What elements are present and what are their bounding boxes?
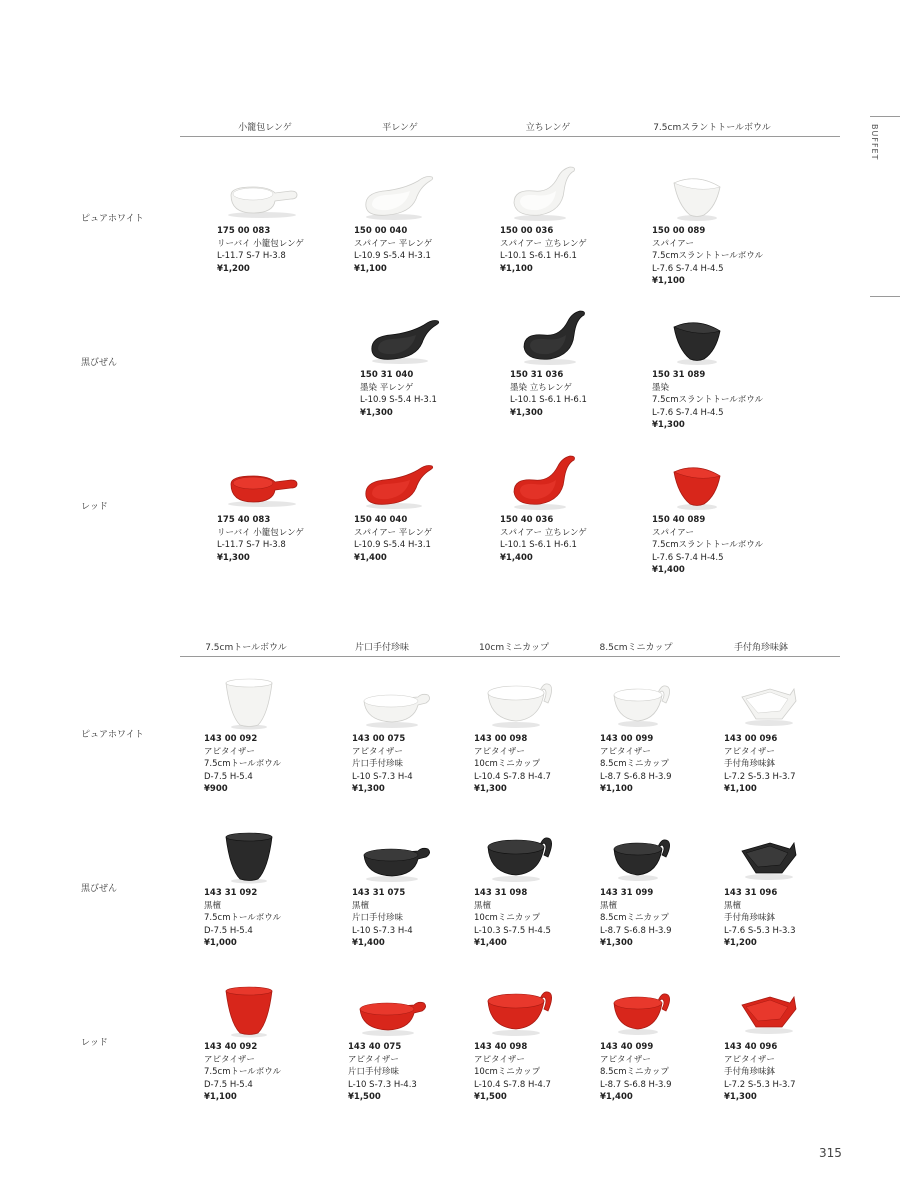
section2-row-label-white: ピュアホワイト <box>81 730 144 740</box>
product-name: 10cmミニカップ <box>474 1067 541 1078</box>
product-price: ¥1,300 <box>724 1092 757 1103</box>
product-name: スパイアー 立ちレンゲ <box>500 527 587 538</box>
product-code: 143 00 098 <box>474 734 528 744</box>
product-dimensions: L-7.2 S-5.3 H-3.7 <box>724 771 796 782</box>
product-name: 黒檀 <box>474 900 492 911</box>
product-price: ¥900 <box>204 784 228 795</box>
product-code: 143 40 075 <box>348 1042 402 1052</box>
red-spoon-tableware-image <box>354 452 444 512</box>
product-price: ¥1,100 <box>600 784 633 795</box>
product-name: 7.5cmトールボウル <box>204 913 282 924</box>
product-code: 143 40 099 <box>600 1042 654 1052</box>
product-dimensions: L-7.6 S-7.4 H-4.5 <box>652 407 724 418</box>
product-name: 8.5cmミニカップ <box>600 759 669 770</box>
product-dimensions: L-11.7 S-7 H-3.8 <box>217 540 286 551</box>
product-price: ¥1,100 <box>652 276 685 287</box>
product-name: アピタイザー <box>474 1054 525 1065</box>
section1-header-slant-bowl: 7.5cmスラントトールボウル <box>653 123 771 133</box>
product-item <box>204 979 354 1104</box>
black-cupsm-tableware-image <box>600 825 690 885</box>
product-dimensions: L-10.9 S-5.4 H-3.1 <box>360 395 437 406</box>
white-spoon-tableware-image <box>354 163 444 223</box>
product-code: 150 40 089 <box>652 515 706 525</box>
product-info <box>204 1041 354 1104</box>
product-info <box>354 225 504 275</box>
product-dimensions: D-7.5 H-5.4 <box>204 925 253 936</box>
product-name: 黒檀 <box>600 900 618 911</box>
product-code: 150 40 040 <box>354 515 408 525</box>
section1-header-flat-spoon: 平レンゲ <box>382 123 418 133</box>
product-price: ¥1,300 <box>360 407 393 418</box>
product-name: アピタイザー <box>474 746 525 757</box>
white-slant-tableware-image <box>652 163 742 223</box>
product-code: 143 40 098 <box>474 1042 528 1052</box>
product-item <box>500 452 650 564</box>
product-info <box>500 225 650 275</box>
product-info <box>724 1041 874 1104</box>
product-dimensions: L-7.6 S-7.4 H-4.5 <box>652 552 724 563</box>
white-katakuchi-tableware-image <box>352 671 442 731</box>
product-item <box>724 825 874 950</box>
product-info <box>217 514 367 564</box>
product-code: 143 31 096 <box>724 888 778 898</box>
product-price: ¥1,300 <box>510 407 543 418</box>
black-slant-tableware-image <box>652 307 742 367</box>
product-info <box>724 733 874 796</box>
red-katakuchi-tableware-image <box>348 979 438 1039</box>
product-name: スパイアー <box>652 527 694 538</box>
red-tallbowl-tableware-image <box>204 979 294 1039</box>
product-info <box>652 369 802 432</box>
section1-row-label-black: 黒びぜん <box>81 358 118 368</box>
white-square-tableware-image <box>724 671 814 731</box>
product-info <box>204 733 354 796</box>
product-name: 7.5cmスラントトールボウル <box>652 251 764 262</box>
section2-header-8-5cm-cup: 8.5cmミニカップ <box>599 643 673 653</box>
product-price: ¥1,100 <box>724 784 757 795</box>
product-dimensions: L-10.9 S-5.4 H-3.1 <box>354 251 431 262</box>
product-code: 150 00 036 <box>500 226 554 236</box>
white-cup-tableware-image <box>474 671 564 731</box>
product-code: 175 00 083 <box>217 226 271 236</box>
product-price: ¥1,200 <box>724 938 757 949</box>
product-code: 143 31 075 <box>352 888 406 898</box>
product-dimensions: L-10 S-7.3 H-4 <box>352 771 413 782</box>
product-name: 墨染 平レンゲ <box>360 382 414 393</box>
product-code: 150 00 040 <box>354 226 408 236</box>
side-section-label: BUFFET <box>870 124 879 161</box>
product-info <box>500 514 650 564</box>
product-price: ¥1,300 <box>352 784 385 795</box>
product-dimensions: L-10.3 S-7.5 H-4.5 <box>474 925 551 936</box>
product-price: ¥1,400 <box>354 552 387 563</box>
product-item <box>724 979 874 1104</box>
product-price: ¥1,400 <box>474 938 507 949</box>
product-code: 150 31 036 <box>510 370 564 380</box>
product-name: アピタイザー <box>724 1054 775 1065</box>
product-name: スパイアー 立ちレンゲ <box>500 238 587 249</box>
product-code: 150 40 036 <box>500 515 554 525</box>
product-dimensions: L-11.7 S-7 H-3.8 <box>217 251 286 262</box>
product-code: 143 00 075 <box>352 734 406 744</box>
product-name: スパイアー <box>652 238 694 249</box>
section1-row-label-red: レッド <box>81 502 108 512</box>
section2-row-label-red: レッド <box>81 1038 108 1048</box>
product-name: アピタイザー <box>352 746 403 757</box>
section2-row-label-black: 黒びぜん <box>81 884 118 894</box>
section1-header-tall-spoon: 立ちレンゲ <box>525 123 571 133</box>
black-tall-tableware-image <box>510 307 600 367</box>
black-cup-tableware-image <box>474 825 564 885</box>
section2-header-katakuchi: 片口手付珍味 <box>354 643 410 653</box>
product-price: ¥1,400 <box>352 938 385 949</box>
side-rule-top <box>870 116 900 117</box>
product-price: ¥1,500 <box>474 1092 507 1103</box>
product-item <box>360 307 510 419</box>
product-item <box>217 452 367 564</box>
section1-header-xlb: 小籠包レンゲ <box>238 123 292 133</box>
product-name: 8.5cmミニカップ <box>600 1067 669 1078</box>
product-name: 7.5cmトールボウル <box>204 1067 282 1078</box>
product-name: アピタイザー <box>724 746 775 757</box>
product-info <box>217 225 367 275</box>
product-name: スパイアー 平レンゲ <box>354 238 433 249</box>
product-code: 143 00 092 <box>204 734 258 744</box>
product-name: 8.5cmミニカップ <box>600 913 669 924</box>
white-tallbowl-tableware-image <box>204 671 294 731</box>
product-dimensions: D-7.5 H-5.4 <box>204 771 253 782</box>
product-dimensions: L-10.1 S-6.1 H-6.1 <box>500 251 577 262</box>
product-code: 143 00 099 <box>600 734 654 744</box>
product-price: ¥1,300 <box>600 938 633 949</box>
product-item <box>204 825 354 950</box>
product-item <box>652 163 802 288</box>
product-code: 143 31 092 <box>204 888 258 898</box>
product-code: 143 31 099 <box>600 888 654 898</box>
product-name: 手付角珍味鉢 <box>724 1067 776 1078</box>
product-info <box>360 369 510 419</box>
product-price: ¥1,300 <box>652 420 685 431</box>
red-slant-tableware-image <box>652 452 742 512</box>
product-item <box>652 307 802 432</box>
product-info <box>204 887 354 950</box>
product-price: ¥1,100 <box>500 263 533 274</box>
product-name: アピタイザー <box>348 1054 399 1065</box>
product-item <box>510 307 660 419</box>
black-spoon-tableware-image <box>360 307 450 367</box>
product-name: 7.5cmスラントトールボウル <box>652 395 764 406</box>
product-price: ¥1,400 <box>500 552 533 563</box>
product-info <box>652 225 802 288</box>
red-cup-tableware-image <box>474 979 564 1039</box>
product-name: リーバイ 小籠包レンゲ <box>217 238 304 249</box>
section2-header-10cm-cup: 10cmミニカップ <box>478 643 550 653</box>
section1-row-label-white: ピュアホワイト <box>81 214 144 224</box>
product-price: ¥1,000 <box>204 938 237 949</box>
product-dimensions: L-10.1 S-6.1 H-6.1 <box>510 395 587 406</box>
product-code: 143 40 096 <box>724 1042 778 1052</box>
product-name: スパイアー 平レンゲ <box>354 527 433 538</box>
product-dimensions: L-10.4 S-7.8 H-4.7 <box>474 771 551 782</box>
red-cupsm-tableware-image <box>600 979 690 1039</box>
product-name: 手付角珍味鉢 <box>724 759 776 770</box>
side-rule-bottom <box>870 296 900 297</box>
product-dimensions: L-10 S-7.3 H-4 <box>352 925 413 936</box>
product-dimensions: L-7.6 S-5.3 H-3.3 <box>724 925 796 936</box>
product-dimensions: L-8.7 S-6.8 H-3.9 <box>600 771 672 782</box>
black-square-tableware-image <box>724 825 814 885</box>
section2-header-tall-bowl: 7.5cmトールボウル <box>205 643 287 653</box>
product-price: ¥1,200 <box>217 263 250 274</box>
product-price: ¥1,500 <box>348 1092 381 1103</box>
product-code: 150 31 089 <box>652 370 706 380</box>
product-info <box>724 887 874 950</box>
product-dimensions: L-10.1 S-6.1 H-6.1 <box>500 540 577 551</box>
product-name: 10cmミニカップ <box>474 913 541 924</box>
product-item <box>652 452 802 577</box>
product-name: アピタイザー <box>204 1054 255 1065</box>
red-tall-tableware-image <box>500 452 590 512</box>
product-price: ¥1,100 <box>354 263 387 274</box>
product-price: ¥1,400 <box>652 565 685 576</box>
product-code: 143 40 092 <box>204 1042 258 1052</box>
section2-header-square-dish: 手付角珍味鉢 <box>733 643 789 653</box>
product-name: 片口手付珍味 <box>352 913 404 924</box>
product-dimensions: L-8.7 S-6.8 H-3.9 <box>600 925 672 936</box>
product-code: 150 00 089 <box>652 226 706 236</box>
product-dimensions: L-7.2 S-5.3 H-3.7 <box>724 1079 796 1090</box>
black-tallbowl-tableware-image <box>204 825 294 885</box>
red-xlb-tableware-image <box>217 452 307 512</box>
product-dimensions: D-7.5 H-5.4 <box>204 1079 253 1090</box>
product-name: 黒檀 <box>352 900 370 911</box>
product-name: 手付角珍味鉢 <box>724 913 776 924</box>
product-code: 143 00 096 <box>724 734 778 744</box>
white-tall-tableware-image <box>500 163 590 223</box>
product-name: 墨染 <box>652 382 670 393</box>
product-code: 175 40 083 <box>217 515 271 525</box>
product-name: 片口手付珍味 <box>348 1067 400 1078</box>
red-square-tableware-image <box>724 979 814 1039</box>
product-name: 7.5cmスラントトールボウル <box>652 540 764 551</box>
product-name: 墨染 立ちレンゲ <box>510 382 572 393</box>
product-info <box>652 514 802 577</box>
product-dimensions: L-10.9 S-5.4 H-3.1 <box>354 540 431 551</box>
white-cupsm-tableware-image <box>600 671 690 731</box>
product-name: 片口手付珍味 <box>352 759 404 770</box>
product-item <box>500 163 650 275</box>
product-info <box>510 369 660 419</box>
page-number: 315 <box>819 1146 842 1160</box>
product-name: リーバイ 小籠包レンゲ <box>217 527 304 538</box>
product-price: ¥1,300 <box>474 784 507 795</box>
black-katakuchi-tableware-image <box>352 825 442 885</box>
product-name: アピタイザー <box>600 746 651 757</box>
product-price: ¥1,100 <box>204 1092 237 1103</box>
product-item <box>217 163 367 275</box>
product-info <box>354 514 504 564</box>
product-dimensions: L-10.4 S-7.8 H-4.7 <box>474 1079 551 1090</box>
product-item <box>354 452 504 564</box>
product-name: 10cmミニカップ <box>474 759 541 770</box>
product-price: ¥1,300 <box>217 552 250 563</box>
white-xlb-tableware-image <box>217 163 307 223</box>
product-dimensions: L-8.7 S-6.8 H-3.9 <box>600 1079 672 1090</box>
product-name: アピタイザー <box>600 1054 651 1065</box>
product-name: 黒檀 <box>204 900 222 911</box>
product-name: 黒檀 <box>724 900 742 911</box>
product-item <box>204 671 354 796</box>
product-dimensions: L-10 S-7.3 H-4.3 <box>348 1079 417 1090</box>
product-name: アピタイザー <box>204 746 255 757</box>
product-code: 143 31 098 <box>474 888 528 898</box>
section2-header-rule <box>180 656 840 657</box>
product-name: 7.5cmトールボウル <box>204 759 282 770</box>
product-item <box>724 671 874 796</box>
product-item <box>354 163 504 275</box>
product-code: 150 31 040 <box>360 370 414 380</box>
product-price: ¥1,400 <box>600 1092 633 1103</box>
section1-header-rule <box>180 136 840 137</box>
product-dimensions: L-7.6 S-7.4 H-4.5 <box>652 263 724 274</box>
